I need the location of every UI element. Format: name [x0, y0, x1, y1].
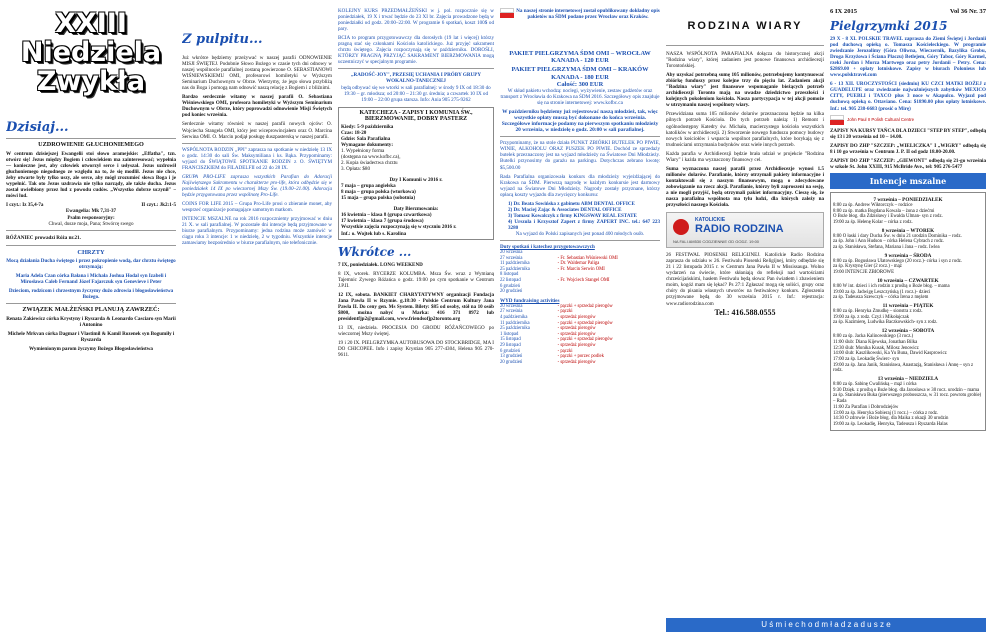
issue-header [830, 8, 986, 15]
column-2 [182, 6, 332, 636]
wyd-registration-notice: W październiku będziemy już rejestrować naszą młodzież, tak, więc wszystkie opłaty muszą być dokonane do końca września. Szczegółowe informacje podamy na pierwszym spotkaniu młodzieży 20 września, w niedzielę o godz. 20:00 w sali parafialnej. [501, 109, 659, 134]
family-of-faith-intro: NASZA WSPÓLNOTA PARAFIALNA dołącza do historycznej akcji "Rodzina wiary", której zadaniem jest ponowe finansowa archidiecezji Torontońskiej. [666, 51, 824, 70]
baptisms-intro: Mocą działania Ducha świętego i przez pokropienie wodą, dar chrztu świętego otrzymają: [6, 257, 176, 270]
masthead-text: RODZINA WIARY [687, 19, 803, 32]
schedule-day-heading: 11 września – PIĄTEK [882, 302, 934, 309]
gospel-reflection: W centrum dzisiejszej Ewangelii stoi słowo aramejskie: „Effatha", tzn. otwórz się! Jezus między Bogiem i człowiekiem ma zainteresować; wypełnia — konieczne jest, aby człowiek otworzył serce i usłyszał. Jezus uzdrowił głuchoniemego niegodnego ze względu na to, że się modlił. Jezus nie chce, żeby otwarte były tylko uszy, ale serce, aby mógł zrozumieć słowa Boga i je wypełnić. Tak oto Jezus uzdrawia nie tylko narządy, ale także ducha. Jezus został uwielbiony przez lud z powodu cudów. „Wszystko dobrze uczynił" – mówi lud. [6, 151, 176, 200]
divider [182, 143, 332, 144]
upcoming-event: 12 IX, sobota. BANKIET CHARYTATYWNY organizacji Fundacja Jana Pawła II w Rzymie. g.18:30 - Polskie Centrum Kultury Jana Pawła II. Do ceny gen. Ms System. Bilety: $85 od osoby, stół na 10 osób $800, można nabyć u Marka: 416 371 8972 lub presidentfjp2@gmail.com, www.friendsofjp2toronto.org [338, 291, 494, 322]
table-cell: 20 grudzień [500, 359, 523, 365]
family-of-faith-target: Suma wyznaczona naszej parafii przez Archidiecezje wynosi 1.5 milionów dolarów. Parafianie, którzy otrzymali pakiety informacyjne i kontaktowali się z naszym finansowym, mogą o zdecydowane zobowiązanie na rzecz akcji. Parafianie, którzy byli zaproszeni na sesję, a nie mogli przyjść, będą otrzymali pakiet informacyjny. Cieszę się, że nasza parafialna wspólnota ma tylu ludzi, dla których zależy na przyszłości naszego Kościoła. [666, 165, 824, 209]
table-cell: 27 września [500, 309, 523, 315]
sponsor: 3) Tomasz Kowalczyk z firmy KINGSWAY REAL ESTATE [508, 212, 637, 219]
title-line-3: Zwykła [36, 66, 146, 97]
schedule-entry: 11:00 ślub: Diana Kijewska, Jonathan Bilka [833, 339, 918, 345]
table-cell: 6 grudzień [500, 283, 520, 289]
table-cell: 25 października [500, 266, 530, 272]
divider [500, 136, 660, 137]
fundraising-title: WYD fundraising activities [500, 297, 560, 304]
communion-row: 15 maja – grupa polska (sobotnia) [341, 195, 416, 202]
family-of-faith-parishes: Każda parafia w Archidiecezji będzie brała udział w projekcie "Rodzina Wiary" i każda ma wyznaczony finansowy cel. [666, 150, 824, 163]
sponsor-footnote: Na wyjazd do Polski zapisanych jest ponad 400 młodych osób. [515, 231, 645, 237]
radosc-title: „RADOŚĆ-JOY", PRZESIĘ UCHANIA I PRÓBY GRUPY WOKALNO-TANECZNEJ [351, 72, 481, 85]
schedule-entry: 17:00 za śp. Leokadię Świerc- syn [833, 356, 900, 362]
confirmation-row: 17 kwietnia – klasa 7 (grupa środowa) [341, 218, 424, 225]
table-cell: 29 listopad [500, 343, 521, 349]
issue-date: 6 IX 2015 [830, 8, 858, 15]
heading-marriage: ZWIĄZEK MAŁŻEŃSKI PLANUJĄ ZAWRZEĆ: [22, 305, 160, 313]
section-heading-pulpit: Z pulpitu... [182, 32, 263, 47]
radosc-details: będą odbywać się we wtorki w sali parafialnej: w środy 9 IX od 18:30 do 19:30 – gr. młodsza; od 20:00 – 21:30 gr. średnia; a czwartek 10 IX od 19:00 – 22:00 grupa starsza. Info: Ania 905 275-9262 [341, 84, 491, 103]
heading-baptisms: CHRZTY [77, 248, 105, 256]
wyd-package-krakow: PAKIET PIELGRZYMA ŚDM OMI – KRAKÓW KANADA - 180 EUR [511, 66, 649, 81]
table-cell: - pączki [557, 348, 573, 354]
column-3 [338, 6, 494, 636]
bottle-collection: Przypominamy, że na stole działa PUNKT ZBIÓRKI BUTELEK PO PIWIE, WINIE, ALKOHOLU ORAZ PUSZEK PO PIWIE. Dochód ze sprzedaży butelek przeznaczony jest na wyjazd młodzieży na Światowe Dni Młodzieży. Butelki przynosimy do garażu na parkingu. Dotychczas zebrano kwotę: $5,500.00 [500, 140, 660, 171]
jp2-centre-name: John Paul II Polish Cultural Centre [847, 117, 915, 123]
table-row [500, 289, 660, 295]
table-cell: 1 listopad [500, 331, 519, 337]
announcement-mass-intentions: INTENCJE MSZALNE na rok 2016 rozpoczniemy przyjmować w dniu 21 X. w sali parafialnej. W pozostałe dni intencje będą przyjmowane w biurze parafialnym. Przypominamy: jedna rodzina może zamówić w ciągu roku 3 intencje: 1 w niedzielę, 2 w tygodniu. Wszystkie intencje zamawiamy bezpośrednio w biurze parafialnym, nie telefonicznie. [182, 216, 332, 247]
table-cell: 20 września [500, 250, 523, 256]
title-line-2: Niedziela [20, 37, 162, 68]
divider [6, 138, 176, 139]
table-cell: 20 grudzień [500, 289, 523, 295]
schedule-entry: 11:00 Za Parafian i Dobrodziejów [833, 404, 899, 410]
sponsor: 2) Dr. Maciej Zając & Associates DENTAL OFFICE [508, 206, 622, 213]
table-cell: 11 października [500, 320, 530, 326]
mass-intentions-schedule [830, 192, 986, 431]
table-cell: - sprzedaż pierogów [557, 331, 596, 337]
schedule-entry: za śp. Stanisława, Stefana, Mariana i Jana – rodz. Iwlea [833, 245, 940, 251]
table-cell: 25 października [500, 326, 530, 332]
table-cell: 8 listopad [500, 272, 519, 278]
wyd-logo-icon [500, 8, 514, 18]
pilgrimage-mexico: 6 - 13 XII. UROCZYSTOŚCI (siedmiu) KU CZCI MATKI BOŻEJ z GUADELUPE oraz zwiedzanie najważniejszych zabytków MEXICO CITY, PUEBLI i TAXCO plus 3 noce w Akapulco. Wyjazd pod duchową opieką o. Ottaviano. Cena: $1890.00 plus opłaty lotniskowe. Inf.: tel. 905 238-6683 (prosić o Mirę) [830, 81, 986, 112]
catechesis-row: 3. Opłata: $80 [341, 166, 371, 173]
radio-logo-frequency: NA FALI AM530 CODZIENNIE OD GODZ. 19:00 [673, 239, 760, 245]
schedule-day-heading: 10 września – CZWARTEK [877, 277, 939, 284]
schedule-entry: za śp. Kazimierę, Ludwika Baczkowskich- syn z rodz. [833, 320, 938, 326]
confirmation-row: 16 kwietnia – klasa 8 (grupa czwartkowa) [341, 212, 432, 219]
schedule-entry: 19:00 za śp. Jana Janik, Stanisława, Anastazją, Stanisława i Annę – syn z rodz. [833, 362, 974, 374]
bulletin-page-right [500, 6, 986, 636]
announcement-ppi: WSPÓLNOTA RODZIN „PPI" zaprasza na spotkanie w niedzielę 13 IX o godz. 14:30 do sali Św. Maksymiliana i ks. Bąka. Przypominamy: wyjazd do ŚWIĄTOWE SPOTKANIE RODZIN z O. ŚWIĘTYM FRANCISZKIEM do FILADELFII od 22 do 28 IX. [182, 146, 332, 171]
schedule-entry: 8:00 W int. dzieci i ich rodzin z prośbą o Boże błog. – mama [833, 283, 950, 289]
rosary-note: RÓŻANIEC prowadzi Róża nr.21. [6, 234, 81, 241]
issue-volume: Vol 36 Nr. 37 [949, 8, 986, 15]
table-cell: 22 listopad [500, 278, 521, 284]
table-cell: 11 października [500, 261, 530, 267]
meetings-title: Duty spotkań i katechez przygotowawczych [500, 244, 595, 251]
announcement-premarital-course: KOLEJNY KURS PRZEDMAŁŻEŃSKI w j. pol. rozpocznie się w poniedziałek, 19 X i trwać będzie do 23 XI br. Zajęcia prowadzone będą w poniedziałki od godz. 20:00–22:00. W programie 6 spotkań, koszt 100$ od pary. [338, 8, 494, 33]
radio-phone: Tel.: 416.588.0555 [714, 307, 776, 317]
parish-council-contest: Rada Parafialna organizowała konkurs dla młodzieży wyjeżdżającej do Krakowa na ŚDM. Pierwszą nagrodę w każdym konkursie jest darmowy wyjazd na Światowe Dni Młodzieży. Nagrody zostały przyznane, którzy opłacą koszty wyjazdu dla zwycięzcy konkursu: [500, 173, 660, 198]
table-cell: - sprzedaż pierogów [557, 359, 596, 365]
bulletin-page-left [6, 6, 494, 636]
catechesis-box [338, 107, 494, 240]
section-heading-dzisiaj: Dzisiaj... [6, 120, 69, 135]
radio-icon [673, 219, 689, 235]
table-cell: - Fr. Wojciech Stangel OMI [557, 278, 610, 284]
gospel-reading: Ewangelia: Mk 7,31-37 [65, 208, 117, 215]
table-cell: 20 września [500, 303, 523, 309]
wyd-promo-text: Na naszej stronie internetowej został opublikowany dokładny opis pakietów na ŚDM podane przez Wrocław oraz Kraków. [516, 8, 660, 21]
announcement-bcia: BCIA to program przygotowawczy dla dorosłych (19 lat i więcej) którzy pragną stać się członkami Kościoła katolickiego. Już przyjęć sakrament chrztu świętego. Zajęcia rozpoczynają się w październiku. DOROŚLI, KTÓRZY PRAGNĄ PRZYJĄĆ SAKRAMENT BIERZMOWANIA mogą uczestniczyć w specjalnym programie. [338, 35, 494, 66]
catechesis-row: (dostępna na www.kofbc.ca), [341, 153, 401, 160]
announcement-pro-life: GRUPA PRO-LIFE zaprasza wszystkich Parafian do Adoracji Najświętszego Sakramentu w charakterze pro-life, która odbędzie się w poniedziałek 14 IX po wieczornej Mszy Św. (19.00–21.00). Adoracja będzie przygotowana przez wspólnotę Pro-Life. [182, 173, 332, 198]
schedule-entry: 19:00 za śp. Leokadię, Henryka, Tadeusza i Ryszarda Halas [833, 421, 948, 427]
schedule-entry: 19:00 za śp. Helenę Kolar – córka z rodz. [833, 219, 913, 225]
communion-title: Dzy I Komunii w 2016 r. [389, 177, 443, 184]
table-cell: - sprzedaż pierogów [557, 315, 596, 321]
catechesis-row: Kiedy: 5-9 października [341, 123, 394, 130]
family-of-faith-needs: Przewidziana suma 105 milionów dolarów przeznaczona będzie na kilka pilnych potrzeb Kościoła. Do tych potrzeb należą: 1) Remont i ogólnodostępny Katedry św. Michała, macierzystego kościoła wszystkich katolików w archidiecezji. 2) Stworzenie nowego funduszu pomocy budowy nowych kościołów i wsparcia wspólnot parafialnych, które borykają się z trudnościami utrzymania budynków oraz wiele innych potrzeb. [666, 111, 824, 148]
schedule-entry: 8:00 za śp. Bogusława Ulatowskiego (20 rocz.)- córka i syn z rodz. [833, 258, 962, 264]
pulpit-paragraph-2: Bardzo serdecznie witamy w naszej parafii O. Sebastiana Wiśniewskiego OMI, profesora homiletyki w Wyższym Seminarium Duchownym w Obrze, który poprowadzi odnowienie Misji Świętych pod koniec września. [182, 94, 332, 119]
schedule-entry: 8:00 za śp. Andrew Wiktorczyk – rodzice [833, 202, 913, 208]
schedule-entry: 9:30 Dzięk. z prośbą o Boże błog. dla Jarosława w 30 rocz. urodzin – mama [833, 387, 980, 393]
table-cell: - Fr. Marcin Serwin OMI [557, 266, 605, 272]
table-row [500, 360, 660, 366]
divider [6, 230, 176, 231]
schedule-entry: za śp. Stanisława Buka (pierwszego probosszcza, w 31 rocz. powrotu grobie) – Rada [833, 393, 982, 405]
table-cell: - pączki + sprzedaż pierogów [557, 337, 613, 343]
table-cell [558, 289, 660, 295]
psalm-label: Psalm responsoryjny: [67, 214, 115, 221]
mass-intentions-banner: Intencje mszalne [830, 173, 986, 189]
upcoming-event: 19 i 20 IX. PIELGRZYMKA AUTOBUSOWA DO STOCKBRIDGE, MA I DO CHICOPEE. Info i zapisy Krystian 905 277-4304, Helena 905 270-9611. [338, 340, 494, 359]
song-festival: 26 FESTIWAL PIOSENKI RELIGIJNEJ. Katolickie Radio Rodzina zaprasza do udziału w 26. Festiwalu Piosenki Religijnej, który odbędzie się 21 i 22 listopada 2015 r. w Centrum Jana Pawła II w Mississauga. Wolno wydarzeń na świecie, które skłaniają do refleksji nad wartościami chrześcijańskimi, hasłem Festiwalu będą słowa: Pan światłem i zbawieniem moim, kogóż mam się lękać? Ps 27:1 Zgłaszać mogą się soliści, grupy oraz chóry do pisania własnych utworów na festiwalowy konkurs. Zgłoszenia przyjmowane będą do 30 września 2015 r. Inf.: rejestracja: www.radiorodzina.com [666, 252, 824, 307]
schedule-entry: 8:00 za śp. Jacka Kalinowskiego (3 rocz.) [833, 334, 914, 340]
schedule-entry: 19:00 za śp. Jadwigę Leszczyńską (1 rocz.)- dzieci [833, 289, 931, 295]
schedule-entry: 14:30 O zdrowie i Boże błog. dla Maika z okazji 30 urodzin [833, 416, 949, 422]
first-reading: I czyt.: Iz 35,4-7a [6, 202, 44, 209]
table-cell: - Dr. Waldemar Paliga [557, 261, 600, 267]
polish-flag-icon [830, 115, 844, 125]
schedule-entry: 8:00 za śp. matka Bogdana Kowala – żona z dziećmi [833, 208, 935, 214]
pulpit-paragraph-3: Serdecznie witamy również w naszej parafii nowych ojców: O. Wojciecha Stangela OMI, który jest wiceprowincjałem oraz O. Marcina Serwina OMI. O. Marcin podjął posługę duszpasterską w naszej parafii. [182, 121, 332, 140]
title-line-1: XXIII [55, 8, 127, 39]
sponsor: 4) Urszula i Krzysztof Zapert z firmy ZAPERT INC. tel.: 647 223 3280 [508, 218, 660, 231]
dance-registration: ZAPISY NA KURSY TAŃCA DLA DZIECI "STEP BY STEP", odbędą się 13 i 20 września od 10 – 14.00. [830, 127, 986, 140]
schedule-entry: 12:30 ślub: Monika Kusak, Milosz Jenowicz [833, 345, 919, 351]
scouts-registration-1: ZAPISY DO ZHP "SZCZEP: „WIELICZKA" I „WIGRY" odbędą się 8 i 10 go września w Centrum J. P. II od godz 18.00-20.00. [830, 142, 986, 155]
masthead-rodzina-wiary [666, 6, 824, 46]
schedule-entry: za śp. Tadeusza Szewczyk – córka Irena z mężem [833, 295, 929, 301]
catechesis-title: KATECHEZA - ZAPISY I KOMUNIA ŚW., BIERZMOWANIE, DOBRY PASTERZ [359, 109, 473, 122]
table-cell: 4 października [500, 315, 528, 321]
table-cell: 6 grudzień [500, 348, 520, 354]
radio-logo-line2: RADIO RODZINA [695, 223, 784, 236]
divider [338, 68, 494, 69]
table-cell: - Fr. Sebastian Wiśniewski OMI [557, 255, 618, 261]
table-cell: - pączki [557, 309, 573, 315]
confirmation-row: Inf.: o. Wojtek lub s. Karolina [341, 230, 407, 237]
pulpit-paragraph-1: Już wkrótce będziemy przeżywać w naszej parafii ODNOWIENIE MISJI ŚWIĘTEJ. Podobnie Słowo Bożego w czasie tych dni odnowy w naszej wspólnocie parafialnej zostaną powierzone O. SEBASTIANOWI WIŚNIEWSKIEMU OMI, profesorowi homiletyki w Wyższym Seminarium Duchownym w Obrze. Wierzymy, że jego słowa przybliżą nas do Boga i pomogą nam odnowić naszą relację z Bogiem i z bliźnimi. [182, 55, 332, 92]
sponsor: 1) Dr. Beata Sowińska z gabinetu ABM DENTAL OFFICE [508, 200, 635, 207]
upcoming-event: 8 IX, wtorek. RYCERZE KOLUMBA. Msza Św. wraz z Wymianą Tajemnic Zywego Różańca o godz. 19:00 po cym spotkanie w Centrum J.P.II. [338, 270, 494, 289]
upcoming-event: 7 IX, poniedziałek. LONG WEEKEND [338, 261, 423, 268]
table-cell: - sprzedaż pierogów [557, 326, 596, 332]
upcoming-event: 13 IX, niedziela. PROCESJA DO GRODU RÓŻAŃCOWEGO po wieczornej Mszy świętej. [338, 324, 494, 338]
schedule-entry: 8:00 za śp. Henryka Zmudkę – sionstra z rodz. [833, 308, 923, 314]
second-reading: II czyt.: Jk2:1-5 [141, 202, 176, 209]
psalm-text: Chwal, dusze moja, Pana; Stwórcę swego [48, 220, 134, 227]
schedule-entry: O Boże błog. dla Zdzisławy i Ewalda Ulman- syn z rodz. [833, 214, 943, 220]
baptism-names: Maria Adela Czan córka Bałana i Michała Joshua Hodal syn Izabeli i Mirosława Caleb Fernand Józef Fajarczuk syn Genevieve i Peter [15, 272, 167, 285]
heading-uzdrowienie: UZDROWIENIE GŁUCHONIEMEGO [38, 141, 144, 148]
wyd-package-details: W skład pakietu wchodzą: noclegi, wyżywienie, zestaw gadżetów oraz transport z Wrocławia do Krakowa na ŚDM 2016. Szczegółowy opis znajduje się na stronie internetowej: www.kofbc.ca [500, 88, 660, 107]
section-heading-pilgrimages: Pielgrzymki 2015 [830, 19, 948, 33]
jp2-centre-banner [830, 115, 986, 125]
wyd-package-total: Całość: 300 EUR [556, 80, 604, 88]
baptism-wishes: Dzieciom, rodzicom i chrzestnym życzymy dużo zdrowia i błogosławieństwa Bożego. [8, 287, 174, 300]
schedule-entry: 19:00 INTENCJE ZBIOROWE [833, 270, 895, 276]
radio-logo-line1: KATOLICKIE [695, 217, 726, 224]
schedule-entry: 8:00 za śp. Sabinę Cwalińską – mąż i córka [833, 382, 917, 388]
marriage-pair-2: Michele Mrkvan córka Dagmar i Vlastimil & Kamil Rozenek syn Bogumiły i Ryszarda [7, 331, 175, 344]
catechesis-row: 2. Kopia świadectwa chrztu [341, 160, 398, 167]
schedule-entry: 13:00 za śp. Henryka Sobieraj (1 rocz.) – córka z rodz. [833, 410, 939, 416]
catechesis-row: Czas: 18-20 [341, 129, 367, 136]
table-cell: - pączki + porzec podlek [557, 354, 604, 360]
divider [6, 245, 176, 246]
confirmation-title: Daty Bierzmowania: [393, 206, 439, 213]
table-cell: 15 listopad [500, 337, 521, 343]
schedule-entry: za śp. Krystynę Gier (2 rocz.) - mąż [833, 264, 902, 270]
schedule-day-heading: 8 września – WTOREK [881, 227, 935, 234]
wyd-promo-block [500, 6, 660, 50]
catechesis-row: Gdzie: Sala Parafialna [341, 135, 391, 142]
masthead-title-block [6, 10, 176, 110]
schedule-day-heading: 13 września – NIEDZIELA [877, 376, 939, 383]
scouts-registration-2: ZAPISY DO ZHP "SZCZEP: „GIEWONT" odbędą się 21-go września w szkole St. John XXIII, 915 McBride Ave., tel: 905 276-5477 [830, 157, 986, 170]
schedule-entry: 19:00 za śp. z rodz. Czyż i Mikołajczak [833, 314, 910, 320]
section-heading-wkrotce: Wkrótce ... [338, 244, 412, 259]
footer-banner: U ś m i e c h o d m ł a d z a d u s z e [666, 618, 986, 632]
family-of-faith-goal: Aby uzyskać potrzebną sumę 105 milionów, potrzebujemy kontynuować zbiórkę funduszy przez kolejne trzy do pięciu lat. Zadaniem akcji "Rodzina wiary" jest finansowe wspomaganie bieżących potrzeb archidiecezji Toronto mają na uwadze dziedzictwo przeszłości i kolejnych pokoleniom kościoła. Nasza partycypacja w tej akcji pomoże w utrzymaniu naszej wspólnoty wiary. [666, 72, 824, 109]
table-cell: 27 września [500, 255, 523, 261]
announcement-coins-for-life: COINS FOR LIFE 2015 – Grupa Pro-Life prosi o zbieranie monet, aby wesprzeć organizacje pomagające samotnym matkom. [182, 200, 332, 214]
table-cell: - sprzedaż pierogów [557, 343, 596, 349]
schedule-day-heading: 7 września – PONIEDZIAŁEK [873, 196, 943, 203]
schedule-day-heading: 9 września – ŚRODA [884, 252, 932, 259]
catechesis-row: 1. Wypełniony forma [341, 147, 385, 154]
schedule-entry: za śp. John i Ann Hudson – córka Helena Cybrach z rodz. [833, 239, 944, 245]
fundraising-table [500, 304, 660, 366]
column-5 [666, 6, 824, 636]
table-cell: 13 grudzień [500, 354, 523, 360]
pilgrimage-holy-land: 29 X - 8 XI. POLSKIE TRAVEL zaprasza do Ziemi Świętej i Jordanii pod duchową opieką o. Tomasza Kościeleckiego. W programie zwiedzanie Jerozolimy (Góra Oliwna, Wieczernik, Bazylika Grobu, Droga Krzyżowa i Ściana Płaczu) Betlejem, Góry Tabor, Góry Karmel, rzeki Jordan i Morza Martwego oraz petry Jordanii – Petry. Cena: $2869.00 + opłaty lotniskowe. Zapisy w biurach Polonieus lub www.polsktravel.com [830, 36, 986, 79]
divider [6, 303, 176, 304]
communion-row: 7 maja – grupa angielska [341, 183, 396, 190]
communion-row: 8 maja – grupa polska (wtorkowa) [341, 189, 416, 196]
schedule-entry: 8:00 O łaski i dary Ducha Św. w dniu 21 urodzin Dominika – rodz. [833, 233, 962, 239]
column-4 [500, 6, 660, 636]
marriage-wishes: Wymienionym parom życzymy Bożego Błogosławieństwa [29, 346, 153, 353]
table-cell: - pączki + sprzedaż pierogów [557, 303, 613, 309]
divider [500, 240, 660, 241]
schedule-day-heading: 12 września – SOBOTA [881, 328, 935, 335]
column-1 [6, 6, 176, 636]
column-6 [830, 6, 986, 636]
table-cell: - pączki + sprzedaż pierogów [557, 320, 613, 326]
confirmation-row: Wszystkie zajęcia rozpoczynają się w styczniu 2016 r. [341, 224, 457, 231]
catechesis-row: Wymagane dokumenty: [341, 141, 394, 148]
wyd-package-wroclaw: PAKIET PIELGRZYMA ŚDM OMI – WROCŁAW KANADA - 120 EUR [509, 50, 651, 65]
marriage-pair-1: Renata Zakiewicz córka Krystyny i Ryszarda & Leonardo Casciaro syn Marii i Antonino [6, 316, 176, 329]
schedule-entry: 14:00 ślub: Kaszlikowski, Ka Yu Buna, Dawid Kasprowicz [833, 351, 947, 357]
meetings-table [500, 250, 660, 295]
radio-rodzina-logo [666, 212, 824, 248]
